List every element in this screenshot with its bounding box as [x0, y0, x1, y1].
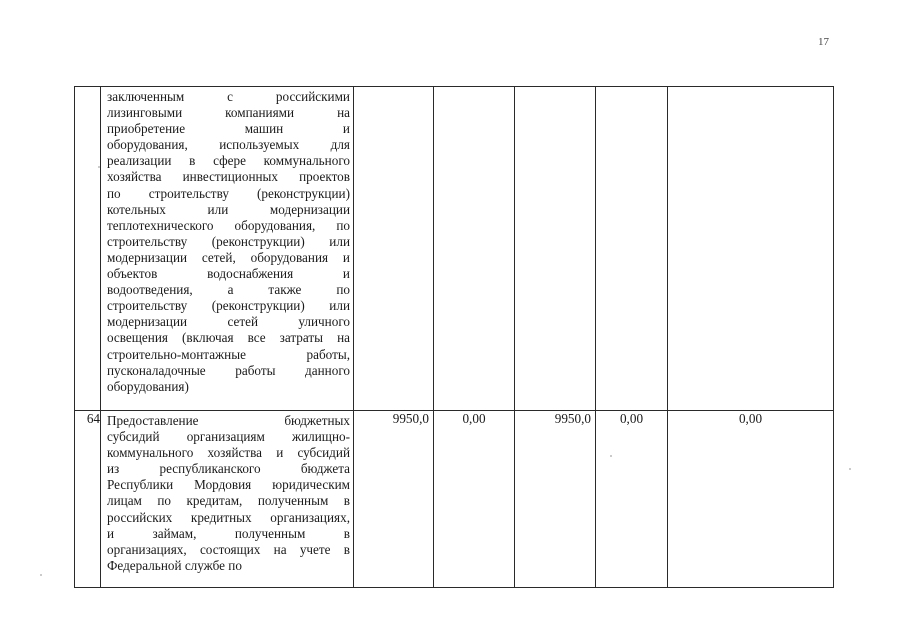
- description-line: модернизации сетей уличного: [107, 314, 350, 330]
- description-line: и займам, полученным в: [107, 525, 350, 541]
- description-line: строительно-монтажные работы,: [107, 346, 350, 362]
- description-line: водоотведения, а также по: [107, 282, 350, 298]
- description-line: российских кредитных организациях,: [107, 509, 350, 525]
- scan-speck: [849, 468, 851, 470]
- description-line: строительству (реконструкции) или: [107, 298, 350, 314]
- table-row-64: [75, 411, 834, 588]
- value-cell: [434, 87, 515, 411]
- scan-speck: [40, 574, 42, 576]
- description-line: оборудования, используемых для: [107, 137, 350, 153]
- description-line: субсидий организациям жилищно-: [107, 429, 350, 445]
- description-line: реализации в сфере коммунального: [107, 153, 350, 169]
- description-cell: [101, 411, 354, 588]
- description-line: теплотехнического оборудования, по: [107, 217, 350, 233]
- description-line: объектов водоснабжения и: [107, 266, 350, 282]
- description-line: лизинговыми компаниями на: [107, 105, 350, 121]
- value-cell-3: 9950,0: [515, 411, 596, 588]
- page-number: 17: [818, 36, 829, 48]
- description-line: Предоставление бюджетных: [107, 413, 350, 428]
- description-line: освещения (включая все затраты на: [107, 330, 350, 346]
- scan-speck: [98, 166, 100, 168]
- description-line: лицам по кредитам, полученным в: [107, 493, 350, 509]
- description-text: [101, 87, 353, 395]
- description-line: Республики Мордовия юридическим: [107, 477, 350, 493]
- table-row-continued: [75, 87, 834, 411]
- value-cell: [596, 87, 668, 411]
- description-cell: [101, 87, 354, 411]
- row-number-cell: [75, 87, 101, 411]
- description-line: котельных или модернизации: [107, 201, 350, 217]
- description-line: оборудования): [107, 378, 189, 394]
- value-cell-4: 0,00: [596, 411, 668, 588]
- value-cell-2: 0,00: [434, 411, 515, 588]
- description-line: по строительству (реконструкции): [107, 185, 350, 201]
- description-line: пусконаладочные работы данного: [107, 362, 350, 378]
- description-line: модернизации сетей, оборудования и: [107, 249, 350, 265]
- description-line: приобретение машин и: [107, 121, 350, 137]
- value-cell-1: 9950,0: [354, 411, 434, 588]
- value-cell: [515, 87, 596, 411]
- description-line: строительству (реконструкции) или: [107, 233, 350, 249]
- budget-table: [74, 86, 834, 588]
- description-line: заключенным с российскими: [107, 89, 350, 104]
- value-cell-5: 0,00: [668, 411, 834, 588]
- scan-speck: [610, 455, 612, 457]
- value-cell: [668, 87, 834, 411]
- description-line: коммунального хозяйства и субсидий: [107, 445, 350, 461]
- value-cell: [354, 87, 434, 411]
- row-number-cell: 64: [75, 411, 101, 588]
- description-line: хозяйства инвестиционных проектов: [107, 169, 350, 185]
- description-line: организациях, состоящих на учете в: [107, 541, 350, 557]
- description-line: из республиканского бюджета: [107, 461, 350, 477]
- description-line: Федеральной службе по: [107, 557, 242, 573]
- description-text: [101, 411, 353, 574]
